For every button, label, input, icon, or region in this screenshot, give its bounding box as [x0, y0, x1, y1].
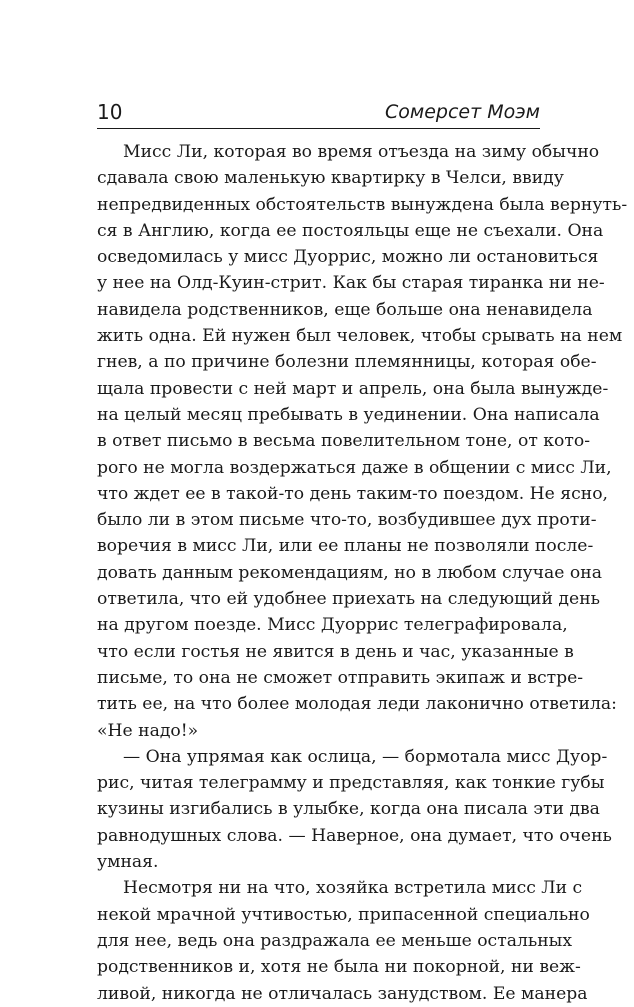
- text-line: гнев, а по причине болезни племянницы, которая обе-: [97, 352, 597, 373]
- text-line: Несмотря ни на что, хозяйка встретила мисс Ли с: [123, 878, 583, 899]
- text-line: для нее, ведь она раздражала ее меньше остальных: [97, 930, 573, 951]
- text-line: осведомилась у мисс Дуоррис, можно ли остановиться: [97, 247, 599, 268]
- text-line: тить ее, на что более молодая леди лаконично ответила:: [97, 694, 617, 715]
- text-line: что если гостья не явится в день и час, указанные в: [97, 641, 574, 662]
- text-line: было ли в этом письме что-то, возбудившее дух проти-: [97, 510, 597, 531]
- text-line: на целый месяц пребывать в уединении. Она написала: [97, 404, 600, 425]
- page-header: [97, 100, 540, 130]
- text-line: ответила, что ей удобнее приехать на следующий день: [97, 589, 601, 610]
- page-number: 10: [97, 100, 123, 124]
- text-line: непредвиденных обстоятельств вынуждена была вернуть-: [97, 194, 628, 215]
- header-rule: [97, 128, 540, 129]
- body-text: [97, 139, 628, 1007]
- running-title: Сомерсет Моэм: [385, 101, 540, 123]
- text-line: некой мрачной учтивостью, припасенной специально: [97, 904, 590, 925]
- text-line: родственников и, хотя не была ни покорной, ни веж-: [97, 957, 581, 978]
- text-line: равнодушных слова. — Наверное, она думает, что очень: [97, 825, 612, 846]
- text-line: умная.: [97, 852, 159, 873]
- text-line: жить одна. Ей нужен был человек, чтобы срывать на нем: [97, 326, 623, 347]
- text-line: на другом поезде. Мисс Дуоррис телеграфировала,: [97, 615, 568, 636]
- text-line: ся в Англию, когда ее постояльцы еще не съехали. Она: [97, 220, 604, 241]
- text-line: в ответ письмо в весьма повелительном тоне, от кото-: [97, 431, 591, 452]
- text-line: рого не могла воздержаться даже в общении с мисс Ли,: [97, 457, 612, 478]
- text-line: рис, читая телеграмму и представляя, как тонкие губы: [97, 773, 605, 794]
- text-line: щала провести с ней март и апрель, она была вынужде-: [97, 378, 609, 399]
- text-line: у нее на Олд-Куин-стрит. Как бы старая тиранка ни не-: [97, 273, 605, 294]
- text-line: «Не надо!»: [97, 720, 199, 741]
- text-line: кузины изгибались в улыбке, когда она писала эти два: [97, 799, 600, 820]
- text-line: воречия в мисс Ли, или ее планы не позволяли после-: [97, 536, 594, 557]
- text-line: навидела родственников, еще больше она ненавидела: [97, 299, 593, 320]
- text-line: — Она упрямая как ослица, — бормотала мисс Дуор-: [123, 746, 608, 767]
- text-line: Мисс Ли, которая во время отъезда на зиму обычно: [123, 142, 600, 162]
- text-line: довать данным рекомендациям, но в любом случае она: [97, 562, 602, 583]
- text-line: сдавала свою маленькую квартирку в Челси, ввиду: [97, 168, 564, 189]
- text-line: письме, то она не сможет отправить экипаж и встре-: [97, 667, 584, 688]
- text-line: ливой, никогда не отличалась занудством. Ее манера: [97, 983, 588, 1004]
- text-line: что ждет ее в такой-то день таким-то поездом. Не ясно,: [97, 483, 609, 504]
